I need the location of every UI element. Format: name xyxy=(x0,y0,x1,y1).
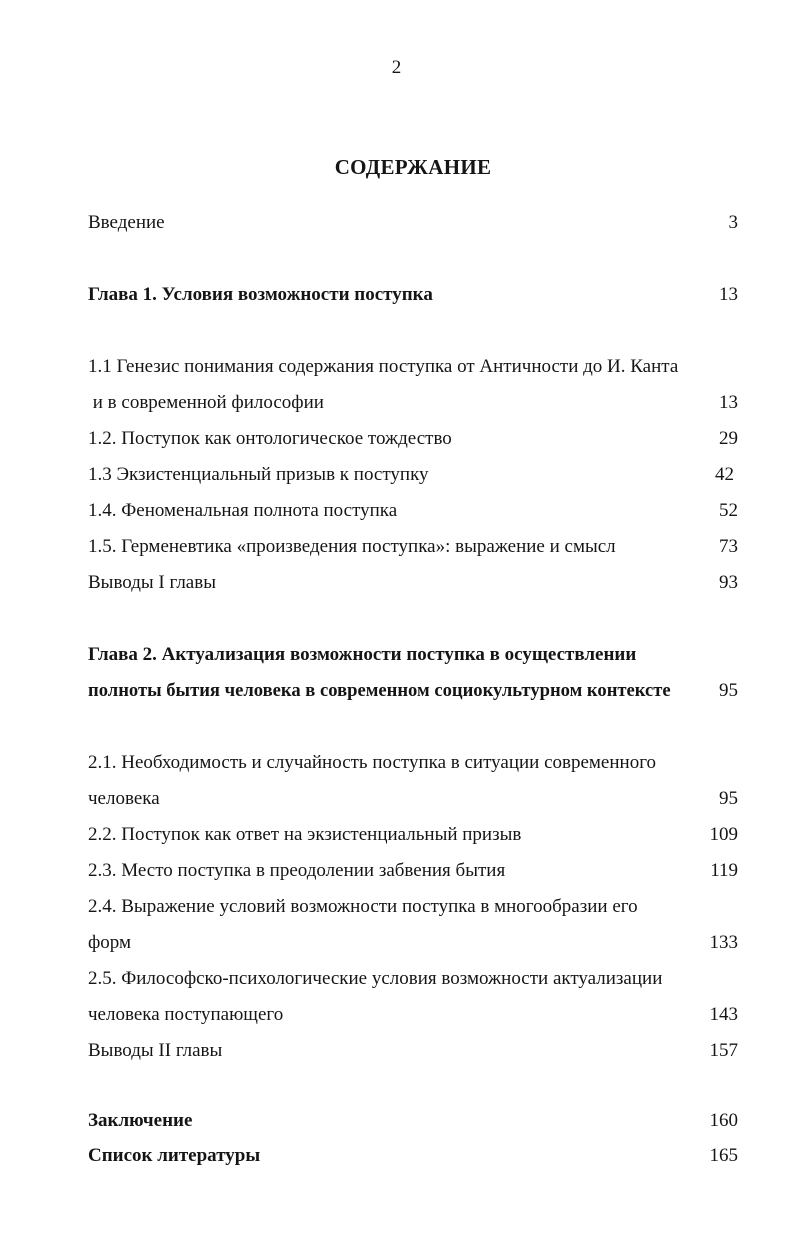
toc-entry-chapter-2-cont[interactable] xyxy=(88,678,738,704)
toc-entry-text: 2.3. Место поступка в преодолении забвения бытия xyxy=(88,860,506,881)
toc-entry-page: 157 xyxy=(709,1040,738,1061)
toc-entry-text: Выводы II главы xyxy=(88,1040,223,1061)
toc-entry-text: 1.4. Феноменальная полнота поступка xyxy=(88,500,398,521)
toc-entry-text: форм xyxy=(88,932,132,953)
toc-entry-page: 133 xyxy=(709,932,738,953)
toc-entry-text: 2.1. Необходимость и случайность поступка в ситуации современного xyxy=(88,752,657,773)
toc-entry-page: 73 xyxy=(719,536,738,557)
toc-entry-introduction[interactable] xyxy=(88,210,738,236)
toc-entry-page: 119 xyxy=(710,860,738,881)
toc-entry-1-3[interactable] xyxy=(88,462,738,488)
toc-entry-text: Заключение xyxy=(88,1110,193,1131)
toc-entry-2-1-cont[interactable] xyxy=(88,786,738,812)
toc-entry-page: 3 xyxy=(728,212,738,233)
toc-entry-page: 13 xyxy=(719,392,738,413)
toc-entry-text: 1.5. Герменевтика «произведения поступка»: выражение и смысл xyxy=(88,536,616,557)
toc-entry-2-4-cont[interactable] xyxy=(88,930,738,956)
toc-entry-page: 160 xyxy=(709,1110,738,1131)
toc-entry-page: 93 xyxy=(719,572,738,593)
toc-entry-2-5-cont[interactable] xyxy=(88,1002,738,1028)
toc-entry-1-5[interactable] xyxy=(88,534,738,560)
toc-entry-text: полноты бытия человека в современном социокультурном контексте xyxy=(88,680,671,701)
toc-entry-2-3[interactable] xyxy=(88,858,738,884)
toc-entry-text: 2.5. Философско-психологические условия возможности актуализации xyxy=(88,968,663,989)
toc-entry-text: 2.2. Поступок как ответ на экзистенциальный призыв xyxy=(88,824,522,845)
toc-entry-page: 165 xyxy=(709,1145,738,1166)
toc-entry-1-1[interactable] xyxy=(88,354,738,380)
toc-entry-text: Глава 1. Условия возможности поступка xyxy=(88,284,433,305)
toc-entry-page: 29 xyxy=(719,428,738,449)
toc-title: СОДЕРЖАНИЕ xyxy=(334,155,492,179)
toc-entry-page: 95 xyxy=(719,788,738,809)
toc-entry-bibliography[interactable] xyxy=(88,1143,738,1169)
toc-entry-page: 42 xyxy=(715,464,734,485)
toc-entry-chapter-1[interactable] xyxy=(88,282,738,308)
toc-entry-text: 1.2. Поступок как онтологическое тождество xyxy=(88,428,452,449)
toc-entry-text: 1.1 Генезис понимания содержания поступка от Античности до И. Канта xyxy=(88,356,679,377)
toc-entry-2-5[interactable] xyxy=(88,966,738,992)
toc-entry-2-4[interactable] xyxy=(88,894,738,920)
toc-entry-1-1-cont[interactable] xyxy=(88,390,738,416)
toc-entry-1-2[interactable] xyxy=(88,426,738,452)
page-number: 2 xyxy=(391,57,402,78)
toc-entry-2-1[interactable] xyxy=(88,750,738,776)
toc-entry-text: Список литературы xyxy=(88,1145,261,1166)
toc-entry-page: 52 xyxy=(719,500,738,521)
toc-entry-page: 13 xyxy=(719,284,738,305)
toc-entry-page: 143 xyxy=(709,1004,738,1025)
toc-entry-text: и в современной философии xyxy=(88,392,324,413)
toc-entry-conclusions-1[interactable] xyxy=(88,570,738,596)
toc-entry-conclusion[interactable] xyxy=(88,1108,738,1134)
toc-entry-chapter-2[interactable] xyxy=(88,642,738,668)
toc-entry-text: Выводы I главы xyxy=(88,572,216,593)
toc-entry-2-2[interactable] xyxy=(88,822,738,848)
toc-entry-text: Глава 2. Актуализация возможности поступка в осуществлении xyxy=(88,644,637,665)
toc-entry-text: 2.4. Выражение условий возможности поступка в многообразии его xyxy=(88,896,638,917)
toc-entry-text: человека xyxy=(88,788,160,809)
toc-entry-page: 95 xyxy=(719,680,738,701)
toc-entry-text: 1.3 Экзистенциальный призыв к поступку xyxy=(88,464,429,485)
toc-entry-1-4[interactable] xyxy=(88,498,738,524)
toc-entry-page: 109 xyxy=(709,824,738,845)
toc-entry-text: человека поступающего xyxy=(88,1004,284,1025)
toc-entry-text: Введение xyxy=(88,212,165,233)
toc-entry-conclusions-2[interactable] xyxy=(88,1038,738,1064)
